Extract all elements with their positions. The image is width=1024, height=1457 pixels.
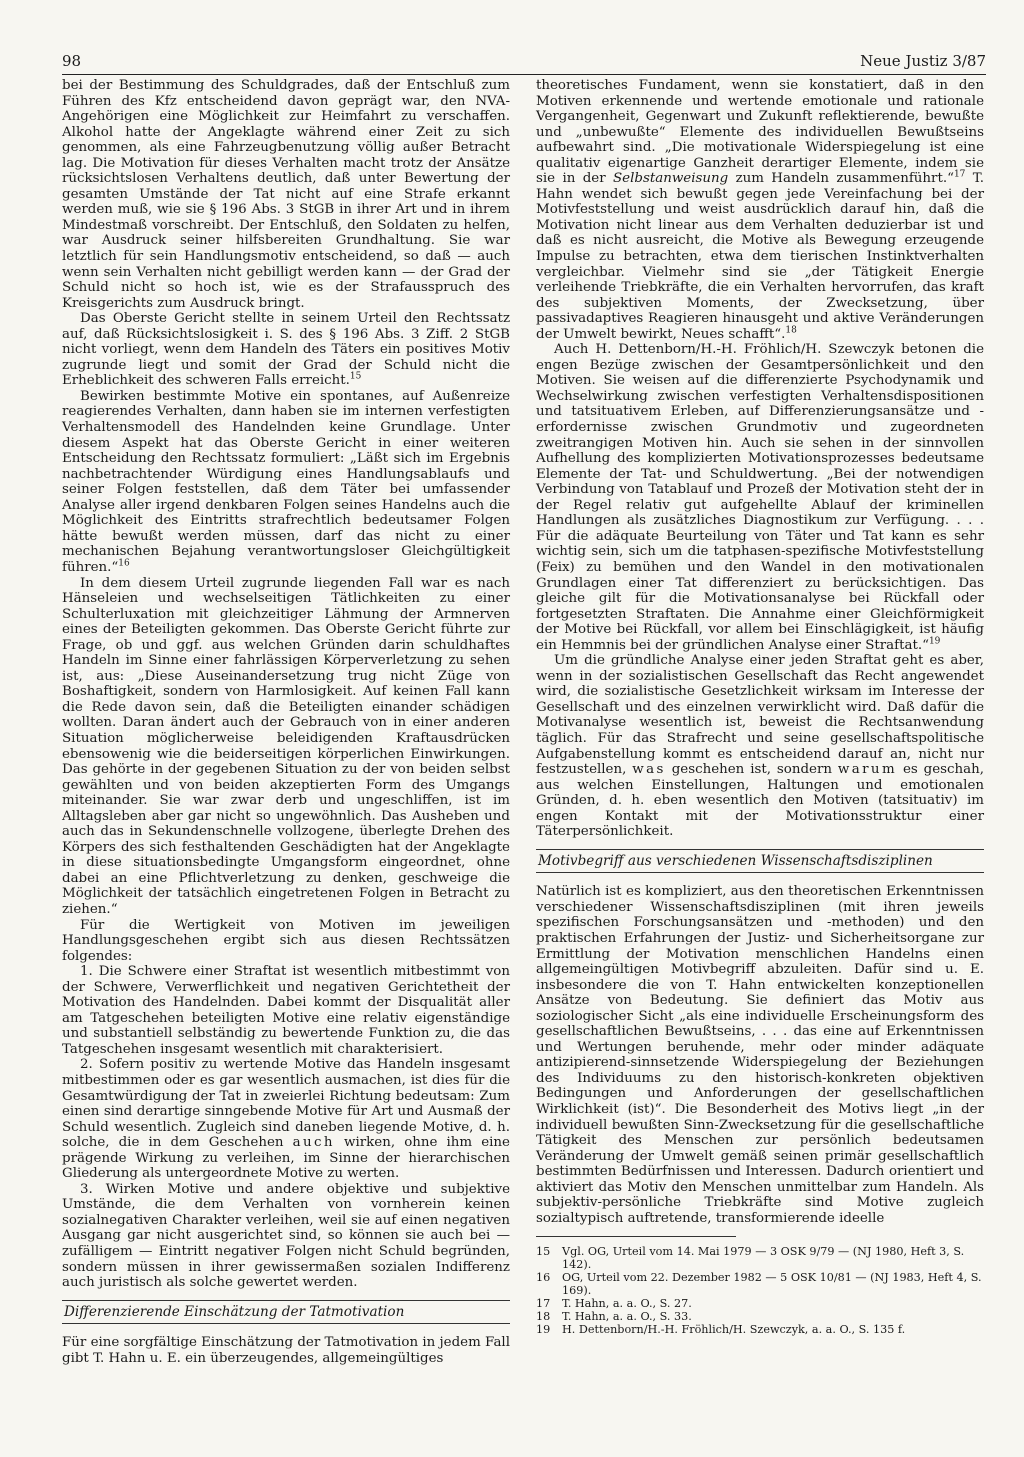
left-column (62, 78, 510, 1366)
list-item: 1. Die Schwere einer Straftat ist wesentlich mitbestimmt von der Schwere, Verwerflichkeit und negativen Gerichtetheit der Motivation des Handelnden. Dabei kommt der Disqualität aller am Tatgeschehen beteiligten Motive eine relativ eigenständige und substantiell selbständig zu bewertende Funktion zu, die das Tatgeschehen insgesamt wesentlich mit charakterisiert. (62, 964, 510, 1057)
page-number: 98 (62, 52, 82, 70)
paragraph: Um die gründliche Analyse einer jeden Straftat geht es aber, wenn in der sozialistischen Gesellschaft das Recht angewendet wird, die sozialistische Gesetzlichkeit wirksam im Interesse der Gesellschaft und des einzelnen verwirklicht wird. Daß dafür die Motivanalyse wesentlich ist, beweist die Rechtsanwendung täglich. Für das Strafrecht und seine gesellschaftspolitische Aufgabenstellung kommt es entscheidend darauf an, nicht nur festzustellen, was geschehen ist, sondern warum es geschah, aus welchen Einstellungen, Haltungen und emotionalen Gründen, d. h. eben wesentlich den Motiven (tatsituativ) im engen Kontakt mit der Motivationsstruktur einer Täterpersönlichkeit. (536, 653, 984, 840)
footnote-divider (536, 1236, 736, 1237)
right-column (536, 78, 984, 1338)
paragraph: Das Oberste Gericht stellte in seinem Urteil den Rechtssatz auf, daß Rücksichtslosigkeit i. S. des § 196 Abs. 3 Ziff. 2 StGB nicht vorliegt, wenn dem Handeln des Täters ein positives Motiv zugrunde liegt und somit der Grad der Schuld nicht die Erheblichkeit des schweren Falls erreicht.$^{15}$ (62, 311, 510, 389)
paragraph: Bewirken bestimmte Motive ein spontanes, auf Außenreize reagierendes Verhalten, dann haben sie im internen verfestigten Verhaltensmodell des Handelnden keine Grundlage. Unter diesem Aspekt hat das Oberste Gericht in einer weiteren Entscheidung den Rechtssatz formuliert: „Läßt sich im Ergebnis nachbetrachtender Würdigung eines Handlungsablaufs und seiner Folgen feststellen, daß dem Täter bei umfassender Analyse aller irgend denkbaren Folgen seines Handelns auch die Möglichkeit des Eintritts strafrechtlich bedeutsamer Folgen hätte bewußt werden müssen, darf das nicht zu einer mechanischen Bejahung verantwortungsloser Gleichgültigkeit führen.“$^{16}$ (62, 388, 510, 575)
paragraph: bei der Bestimmung des Schuldgrades, daß der Entschluß zum Führen des Kfz entscheidend davon geprägt war, den NVA-Angehörigen eine Möglichkeit zur Heimfahrt zu verschaffen. Alkohol hatte der Angeklagte während einer Zeit zu sich genommen, als eine Fahrzeugbenutzung völlig außer Betracht lag. Die Motivation für dieses Verhalten macht trotz der Ansätze rücksichtslosen Verhaltens deutlich, daß unter Bewertung der gesamten Umstände der Tat nicht auf eine Strafe erkannt werden muß, wie sie § 196 Abs. 3 StGB in ihrer Art und in ihrem Mindestmaß vorschreibt. Der Entschluß, den Soldaten zu helfen, war Ausdruck seiner hilfsbereiten Grundhaltung. Sie war letztlich für sein Handlungsmotiv entscheidend, so daß — auch wenn sein Verhalten nicht gebilligt werden kann — der Grad der Schuld nicht so hoch ist, wie es der Strafausspruch des Kreisgerichts zum Ausdruck bringt. (62, 78, 510, 311)
list-item: 2. Sofern positiv zu wertende Motive das Handeln insgesamt mitbestimmen oder es gar wesentlich ausmachen, ist dies für die Gesamtwürdigung der Tat in zweierlei Richtung bedeutsam: Zum einen sind derartige sinngebende Motive für Art und Ausmaß der Schuld wesentlich. Zugleich sind daneben liegende Motive, d. h. solche, die in dem Geschehen auch wirken, ohne ihm eine prägende Wirkung zu verleihen, im Sinne der hierarchischen Gliederung als untergeordnete Motive zu werten. (62, 1057, 510, 1182)
footnote: 16 OG, Urteil vom 22. Dezember 1982 — 5 OSK 10/81 — (NJ 1983, Heft 4, S. 169). (536, 1271, 982, 1297)
footnote: 18 T. Hahn, a. a. O., S. 33. (536, 1310, 692, 1324)
spaced-word: auch (292, 1135, 335, 1151)
footnote: 15 Vgl. OG, Urteil vom 14. Mai 1979 — 3 OSK 9/79 — (NJ 1980, Heft 3, S. 142). (536, 1245, 965, 1271)
footnote-ref: 17 (953, 169, 966, 180)
footnotes (536, 1246, 984, 1337)
paragraph: Natürlich ist es kompliziert, aus den theoretischen Erkenntnissen verschiedener Wissenschaftsdisziplinen (mit ihren jeweils spezifischen Forschungsansätzen und -methoden) und den praktischen Erfahrungen der Justiz- und Sicherheitsorgane zur Ermittlung der Motivation menschlichen Handelns einen allgemeingültigen Motivbegriff abzuleiten. Dafür sind u. E. insbesondere die von T. Hahn entwickelten konzeptionellen Ansätze von Bedeutung. Sie definiert das Motiv aus soziologischer Sicht „als eine individuelle Erscheinungsform des gesellschaftlichen Bewußtseins, . . . das eine auf Erkenntnissen und Wertungen beruhende, mehr oder minder adäquate antizipierend-sinnsetzende Widerspiegelung der Beziehungen des Individuums zu den historisch-konkreten objektiven Bedingungen und Anforderungen der gesellschaftlichen Wirklichkeit (ist)“. Die Besonderheit des Motivs liegt „in der individuell bewußten Sinn-Zwecksetzung für die gesellschaftliche Tätigkeit des Menschen zur persönlich bedeutsamen Veränderung der Umwelt gemäß seinen primär gesellschaftlich bestimmten Bedürfnissen und Interessen. Dadurch orientiert und aktiviert das Motiv den Menschen unmittelbar zum Handeln. Als subjektiv-persönliche Triebkräfte sind Motive zugleich sozialtypisch auftretende, transformierende ideelle (536, 884, 984, 1226)
section-heading: Differenzierende Einschätzung der Tatmotivation (62, 1300, 510, 1325)
paragraph: Für die Wertigkeit von Motiven im jeweiligen Handlungsgeschehen ergibt sich aus diesen Rechtssätzen folgendes: (62, 917, 510, 964)
paragraph: Für eine sorgfältige Einschätzung der Tatmotivation in jedem Fall gibt T. Hahn u. E. ein überzeugendes, allgemeingültiges (62, 1335, 510, 1366)
italic-phrase: Selbstanweisung (613, 171, 729, 187)
paragraph: Auch H. Dettenborn/H.-H. Fröhlich/H. Szewczyk betonen die engen Bezüge zwischen der Gesamtpersönlichkeit und den Motiven. Sie weisen auf die differenzierte Psychodynamik und Wechselwirkung zwischen verfestigten Verhaltensdispositionen und tatsituativem Erleben, auf Differenzierungsansätze und -erfordernisse zwischen Grundmotiv und zugeordneten zweitrangigen Motiven hin. Auch sie sehen in der sinnvollen Aufhellung des komplizierten Motivationsprozesses bedeutsame Elemente der Tat- und Schuldwertung. „Bei der notwendigen Verbindung von Tatablauf und Prozeß der Motivation steht der in der Regel relativ gut aufgehellte Ablauf der kriminellen Handlungen als zusätzliches Diagnostikum zur Verfügung. . . . Für die adäquate Beurteilung von Täter und Tat kann es sehr wichtig sein, sich um die tatphasen-spezifische Motivfeststellung (Feix) zu bemühen und den Wandel in den motivationalen Grundlagen einer Tat differenziert zu berücksichtigen. Das gleiche gilt für die Motivationsanalyse bei Rückfall oder fortgesetzten Straftaten. Die Annahme einer Gleichförmigkeit der Motive bei Rückfall, vor allem bei Einschlägigkeit, ist häufig ein Hemmnis bei der gründlichen Analyse einer Straftat.“$^{19}$ (536, 342, 984, 653)
page-header (62, 50, 986, 75)
spaced-word: warum (837, 762, 898, 778)
section-heading: Motivbegriff aus verschiedenen Wissenschaftsdisziplinen (536, 849, 984, 874)
footnote: 17 T. Hahn, a. a. O., S. 27. (536, 1296, 692, 1310)
paragraph: In dem diesem Urteil zugrunde liegenden Fall war es nach Hänseleien und wechselseitigen Tätlichkeiten zu einer Schulterluxation mit gleichzeitiger Lähmung der Armnerven eines der Beteiligten gekommen. Das Oberste Gericht führte zur Frage, ob und ggf. aus welchen Gründen darin schuldhaftes Handeln im Sinne einer fahrlässigen Körperverletzung zu sehen ist, aus: „Diese Auseinandersetzung trug nicht Züge von Boshaftigkeit, sondern von Harmlosigkeit. Auf keinen Fall kann die Rede davon sein, daß die Beteiligten einander schädigen wollten. Daran ändert auch der Gebrauch von in einer anderen Situation möglicherweise beleidigenden Kraftausdrücken ebensowenig wie die beiderseitigen körperlichen Einwirkungen. Das gehörte in der gegebenen Situation zu der von beiden selbst gewählten und von beiden akzeptierten Form des Umgangs miteinander. Sie war zwar derb und ungeschliffen, ist im Alltagsleben aber gar nicht so ungewöhnlich. Das Ausheben und auch das in Sekundenschnelle vollzogene, überlegte Drehen des Körpers des sich festhaltenden Geschädigten hat der Angeklagte in diese situationsbedingte Umgangsform eingeordnet, ohne dabei an eine Pflichtverletzung zu denken, geschweige die Möglichkeit der tatsächlich eingetretenen Folgen in Betracht zu ziehen.“ (62, 575, 510, 917)
footnote: 19 H. Dettenborn/H.-H. Fröhlich/H. Szewczyk, a. a. O., S. 135 f. (536, 1323, 906, 1337)
list-item: 3. Wirken Motive und andere objektive und subjektive Umstände, die dem Verhalten von vornherein keinen sozialnegativen Charakter verleihen, weil sie auf einen negativen Ausgang gar nicht ausgerichtet sind, so können sie auch bei — zufälligem — Eintritt negativer Folgen nicht Schuld begründen, sondern müssen in ihrer gewissermaßen sozialen Indifferenz auch juristisch als solche gewertet werden. (62, 1181, 510, 1291)
paragraph: theoretisches Fundament, wenn sie konstatiert, daß in den Motiven erkennende und wertende emotionale und rationale Vergangenheit, Gegenwart und Zukunft reflektierende, bewußte und „unbewußte“ Elemente des individuellen Bewußtseins aufbewahrt sind. „Die motivationale Widerspiegelung ist eine qualitativ eigenartige Ganzheit derartiger Elemente, indem sie sie in der Selbstanweisung zum Handeln zusammenführt.“$^{17}$ T. Hahn wendet sich bewußt gegen jede Vereinfachung bei der Motivfeststellung und weist ausdrücklich darauf hin, daß die Motivation nicht linear aus dem Verhalten deduzierbar ist und daß es nicht ausreicht, die Motive als Bewegung erzeugende Impulse zu betrachten, etwa dem tierischen Instinktverhalten vergleichbar. Vielmehr sind sie „der Tätigkeit Energie verleihende Triebkräfte, die ein Verhalten hervorrufen, das kraft des subjektiven Moments, der Zwecksetzung, über passivadaptives Reagieren hinausgeht und aktive Veränderungen der Umwelt bewirkt, Neues schafft“.$^{18}$ (536, 78, 984, 342)
footnote-ref: 15 (349, 371, 362, 382)
footnote-ref: 16 (118, 558, 130, 569)
spaced-word: was (632, 762, 666, 778)
footnote-ref: 18 (785, 325, 797, 336)
journal-title: Neue Justiz 3/87 (860, 52, 986, 70)
footnote-ref: 19 (928, 636, 941, 647)
